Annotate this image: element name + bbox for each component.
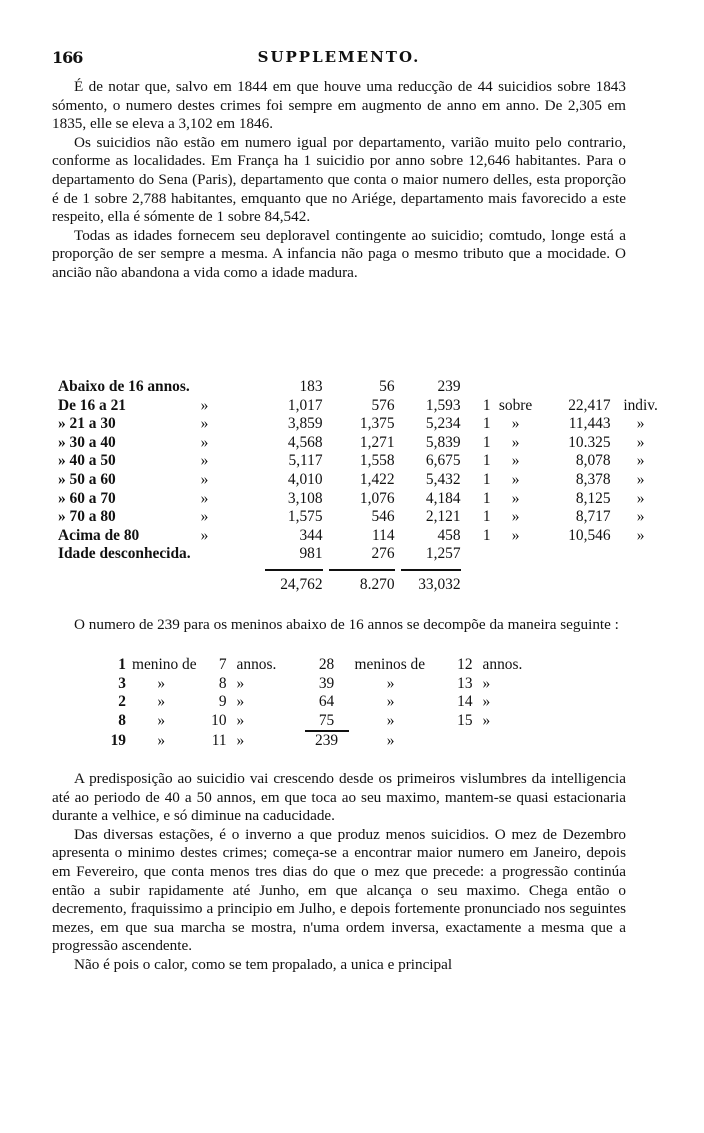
cell-a2: 14 <box>457 693 473 711</box>
paragraph-1: É de notar que, salvo em 1844 em que houve uma reducção de 44 suicidios sobre 1843 sómento, o numero destes crimes foi sempre em augmento de anno em anno. De 2,305 em 1835, elle se eleva a 3,102 em 1846. <box>52 78 626 133</box>
page-number: 166 <box>52 48 83 67</box>
sum-rule-row <box>58 564 671 576</box>
cell-sobre: » <box>511 508 520 526</box>
cell-u2: » <box>482 674 491 692</box>
cell-sobre: » <box>511 470 520 488</box>
cell-sobre: » <box>511 452 520 470</box>
table-row <box>108 675 543 694</box>
cell-label: » 40 a 50 <box>58 452 116 470</box>
cell-u2: annos. <box>482 656 523 673</box>
page-header <box>52 48 626 70</box>
sum-rule <box>401 569 461 571</box>
paragraph-heat: Não é pois o calor, como se tem propalado, a unica e principal <box>74 955 453 973</box>
table-row <box>58 378 671 397</box>
cell-women: 276 <box>371 545 395 563</box>
cell-unit: » <box>636 489 645 507</box>
cell-total: 5,234 <box>425 415 461 433</box>
cell-label: » 50 a 60 <box>58 470 116 488</box>
cell-u1: » <box>236 712 245 730</box>
cell-ratio: 8,717 <box>575 508 611 526</box>
cell-n1: 2 <box>118 693 126 711</box>
cell-ditto: » <box>200 433 209 451</box>
cell-total: 458 <box>437 526 461 544</box>
cell-total: 4,184 <box>425 489 461 507</box>
cell-one: 1 <box>482 526 491 544</box>
cell-one: 1 <box>482 396 491 414</box>
cell-label: » 30 a 40 <box>58 433 116 451</box>
paragraph-boys: O numero de 239 para os meninos abaixo de 16 annos se decompõe da maneira seguinte : <box>74 616 619 633</box>
table-row <box>108 712 543 732</box>
cell-one <box>461 378 491 397</box>
cell-n1: 8 <box>118 712 126 730</box>
sum-rule <box>329 569 395 571</box>
paragraph-2: Os suicidios não estão em numero igual por departamento, varião muito pelo contrario, conforme as localidades. Em França ha 1 suicidio por anno sobre 12,646 habitantes. Para o departamento do Sena (Paris), departamento que conta o maior numero delles, esta proporção é de 1 sobre 2,788 habitantes, emquanto que no Ariége, departamento mais favorecido a este respeito, ella é sómente de 1 sobre 84,542. <box>52 133 626 226</box>
cell-women: 114 <box>372 526 395 544</box>
age-suicide-table <box>58 378 671 595</box>
cell-sobre <box>491 378 541 397</box>
cell-men: 183 <box>299 378 323 395</box>
cell-a2: 13 <box>457 674 473 692</box>
table-row <box>58 397 671 416</box>
cell-w2: meninos de <box>354 656 426 673</box>
cell-sobre: » <box>511 489 520 507</box>
cell-a1: 9 <box>218 693 227 711</box>
cell-men: 5,117 <box>288 452 323 470</box>
cell-ratio: 8,125 <box>575 489 611 507</box>
cell-sobre <box>491 545 541 564</box>
cell-label: De 16 a 21 <box>58 396 126 414</box>
table-row <box>108 656 543 675</box>
cell-unit <box>611 545 671 564</box>
cell-a2: 15 <box>457 712 473 730</box>
cell-sobre: sobre <box>498 396 533 414</box>
cell-w1: » <box>157 731 166 749</box>
cell-u1: annos. <box>236 656 277 673</box>
cell-ratio: 11,443 <box>568 415 611 433</box>
cell-n1: 3 <box>118 674 126 692</box>
cell-ratio <box>541 378 611 397</box>
cell-label: Acima de 80 <box>58 526 140 544</box>
cell-ratio: 8,378 <box>575 470 611 488</box>
cell-women: 1,558 <box>359 452 395 470</box>
cell-u1: » <box>236 731 245 749</box>
cell-ditto <box>191 378 259 397</box>
cell-ratio: 22,417 <box>568 396 611 414</box>
cell-ditto: » <box>200 415 209 433</box>
cell-a1: 7 <box>218 656 227 673</box>
cell-total: 6,675 <box>425 452 461 470</box>
cell-men: 3,108 <box>287 489 323 507</box>
totals-row <box>58 576 671 595</box>
total-men: 24,762 <box>280 575 323 593</box>
cell-one: 1 <box>482 452 491 470</box>
cell-ratio: 10.325 <box>568 433 611 451</box>
cell-one: 1 <box>482 470 491 488</box>
cell-total: 2,121 <box>425 508 461 526</box>
cell-unit: » <box>636 526 645 544</box>
cell-w1: » <box>157 712 166 730</box>
cell-a2: 12 <box>457 656 473 673</box>
cell-total: 1,593 <box>425 396 461 414</box>
cell-total: 5,839 <box>425 433 461 451</box>
cell-ratio: 10,546 <box>568 526 611 544</box>
cell-sobre: » <box>511 526 520 544</box>
table-row <box>108 693 543 712</box>
table-row <box>58 452 671 471</box>
cell-one: 1 <box>482 508 491 526</box>
cell-women: 576 <box>371 396 395 414</box>
table-row <box>58 545 671 564</box>
cell-unit: » <box>636 470 645 488</box>
cell-women: 546 <box>371 508 395 526</box>
cell-ditto: » <box>200 452 209 470</box>
cell-u2: » <box>482 693 491 711</box>
cell-total: 1,257 <box>425 545 461 563</box>
cell-label: Abaixo de 16 annos. <box>58 378 190 395</box>
cell-unit: » <box>636 433 645 451</box>
cell-ditto: » <box>200 396 209 414</box>
cell-unit: » <box>636 508 645 526</box>
cell-ditto: » <box>200 489 209 507</box>
cell-label: » 70 a 80 <box>58 508 116 526</box>
cell-ditto: » <box>200 470 209 488</box>
cell-women: 1,422 <box>359 470 395 488</box>
cell-unit <box>611 378 671 397</box>
cell-w2: » <box>386 712 395 730</box>
cell-one: 1 <box>482 415 491 433</box>
cell-one: 1 <box>482 433 491 451</box>
cell-n1: 19 <box>110 731 126 749</box>
cell-n2: 239 <box>305 731 349 751</box>
table-row <box>58 490 671 509</box>
cell-unit: » <box>636 452 645 470</box>
cell-w2: » <box>386 693 395 711</box>
table-row <box>58 434 671 453</box>
cell-ratio <box>541 545 611 564</box>
sum-rule <box>265 569 323 571</box>
cell-a1: 11 <box>211 731 227 749</box>
cell-n2: 75 <box>318 711 335 729</box>
cell-w1: menino de <box>132 656 197 673</box>
table-row <box>58 415 671 434</box>
paragraph-3: Todas as idades fornecem seu deploravel contingente ao suicidio; comtudo, longe está a proporção de ser sempre a mesma. A infancia não paga o mesmo tributo que a mocidade. O ancião não abandona a vida como a idade madura. <box>52 226 626 281</box>
cell-label: » 21 a 30 <box>58 415 116 433</box>
cell-men: 3,859 <box>287 415 323 433</box>
cell-a2 <box>433 731 473 751</box>
cell-men: 344 <box>299 526 323 544</box>
cell-ditto <box>191 545 259 564</box>
running-title: SUPPLEMENTO. <box>257 48 421 66</box>
cell-men: 1,017 <box>287 396 323 414</box>
cell-total: 5,432 <box>425 470 461 488</box>
cell-sobre: » <box>511 415 520 433</box>
cell-women: 1,271 <box>359 433 395 451</box>
cell-men: 981 <box>299 545 323 563</box>
cell-one: 1 <box>482 489 491 507</box>
total-women: 8.270 <box>359 575 395 593</box>
cell-one <box>461 545 491 564</box>
cell-women: 56 <box>379 378 395 395</box>
cell-n2: 64 <box>318 693 335 711</box>
table-row <box>108 731 543 751</box>
text-block-top <box>52 78 626 283</box>
cell-w2: » <box>386 674 395 692</box>
paragraph-seasons: Das diversas estações, é o inverno a que produz menos suicidios. O mez de Dezembro apresenta o minimo destes crimes; começa-se a encontrar maior numero em Janeiro, depois em Fevereiro, que conta menos tres dias do que o mez que precede: a progressão continúa então a subir rapidamente até Junho, em que alcança o seu maximo. Chega então o decremento, fraquissimo a principio em Julho, e depois fortemente pronunciado nos seguintes mezes, em que sua marcha se mostra, n'uma ordem inversa, exactamente a mesma que a progressão ascendente. <box>52 825 626 955</box>
cell-label: » 60 a 70 <box>58 489 116 507</box>
cell-ditto: » <box>200 508 209 526</box>
text-block-bottom <box>52 770 626 975</box>
cell-u1: » <box>236 693 245 711</box>
table-row <box>58 508 671 527</box>
cell-w1: » <box>157 674 166 692</box>
text-block-boys <box>52 616 626 635</box>
cell-n2: 39 <box>318 674 335 692</box>
paragraph-predisposition: A predisposição ao suicidio vai crescendo desde os primeiros vislumbres da intelligencia até ao periodo de 40 a 50 annos, em que toca ao seu maximo, mantem-se quasi estacionaria durante a velhice, e só diminue na caducidade. <box>52 770 626 825</box>
cell-ratio: 8,078 <box>575 452 611 470</box>
cell-total: 239 <box>437 378 461 395</box>
cell-a1: 8 <box>218 674 227 692</box>
cell-w1: » <box>157 693 166 711</box>
cell-n1: 1 <box>118 656 126 673</box>
boys-age-table <box>108 656 543 751</box>
cell-u2: » <box>482 712 491 730</box>
table-row <box>58 527 671 546</box>
total-total: 33,032 <box>418 575 461 593</box>
cell-a1: 10 <box>211 712 227 730</box>
cell-w2: » <box>386 731 395 749</box>
cell-unit: » <box>636 415 645 433</box>
cell-u1: » <box>236 674 245 692</box>
table-row <box>58 471 671 490</box>
cell-label: Idade desconhecida. <box>58 545 191 563</box>
cell-men: 4,010 <box>287 470 323 488</box>
cell-women: 1,076 <box>359 489 395 507</box>
cell-unit: indiv. <box>623 396 658 414</box>
cell-women: 1,375 <box>359 415 395 433</box>
cell-n2: 28 <box>318 656 335 673</box>
cell-men: 4,568 <box>287 433 323 451</box>
cell-u2 <box>473 731 543 751</box>
cell-men: 1,575 <box>287 508 323 526</box>
cell-ditto: » <box>200 526 209 544</box>
cell-sobre: » <box>511 433 520 451</box>
